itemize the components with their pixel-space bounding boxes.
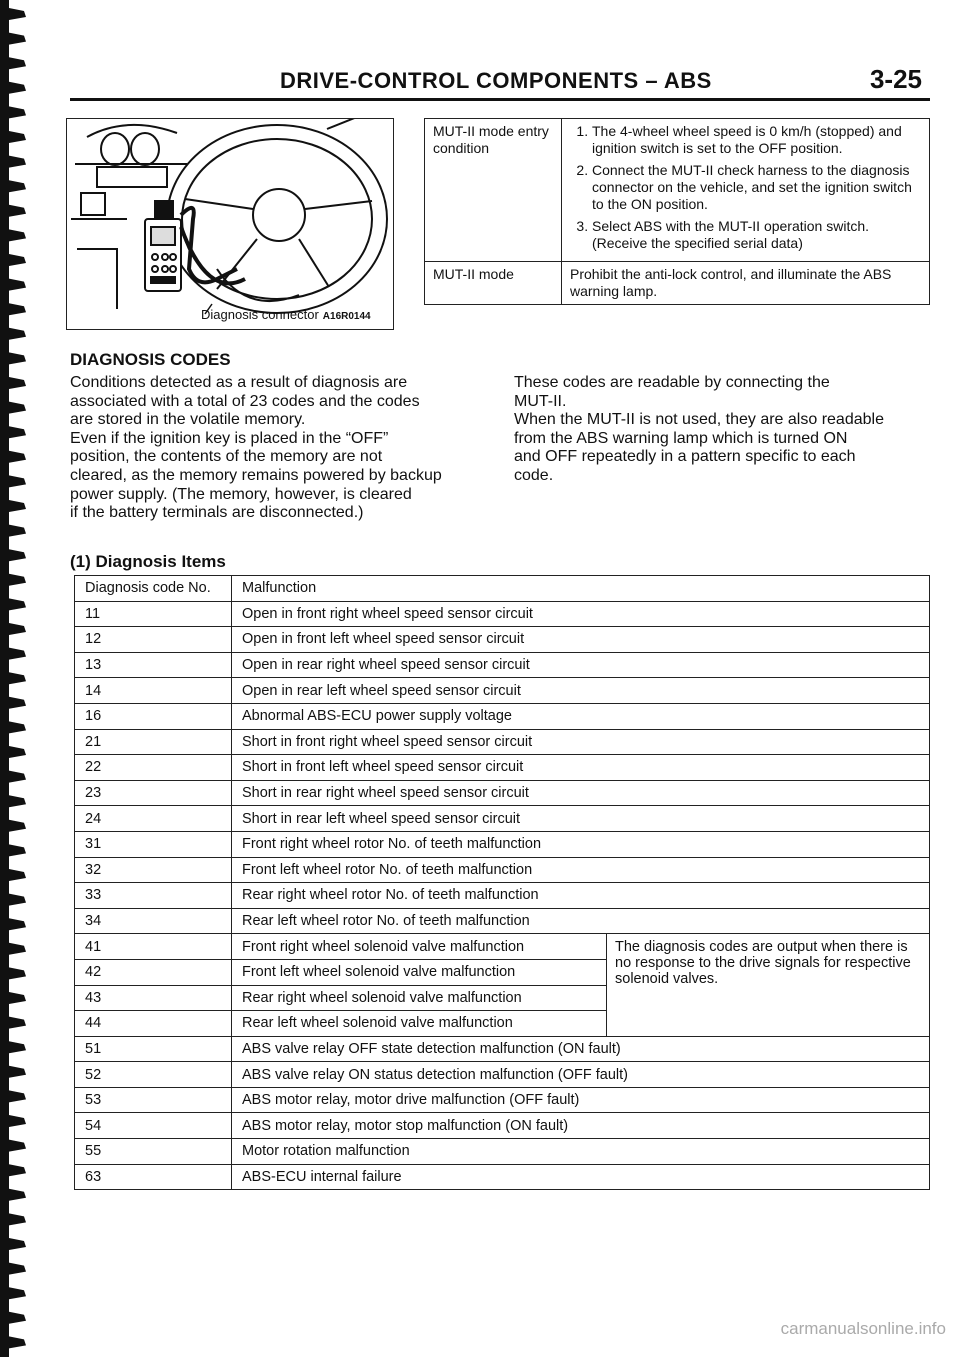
diagnosis-code: 33 <box>75 883 232 909</box>
paragraph-line: Conditions detected as a result of diagnosis are <box>70 374 408 391</box>
left-paragraph <box>70 374 480 523</box>
column-header-malfunction: Malfunction <box>232 576 930 602</box>
mode-description: Prohibit the anti-lock control, and illuminate the ABS warning lamp. <box>562 262 930 305</box>
table-row <box>75 831 930 857</box>
malfunction-text: Short in rear left wheel speed sensor circuit <box>232 806 930 832</box>
table-row <box>75 1036 930 1062</box>
diagnosis-codes-table <box>74 575 930 1190</box>
malfunction-text: Short in front left wheel speed sensor circuit <box>232 755 930 781</box>
table-row <box>75 1087 930 1113</box>
diagnosis-code: 54 <box>75 1113 232 1139</box>
malfunction-text: ABS-ECU internal failure <box>232 1164 930 1190</box>
list-item: 2. Connect the MUT-II check harness to the diagnosis connector on the vehicle, and set the ignition switch to the ON position. <box>592 162 921 213</box>
paragraph-line: and OFF repeatedly in a pattern specific to each <box>514 448 856 466</box>
diagnosis-connector-illustration <box>66 118 394 330</box>
table-row <box>75 755 930 781</box>
malfunction-text: Open in rear left wheel speed sensor circuit <box>232 678 930 704</box>
list-item: 3. Select ABS with the MUT-II operation switch. (Receive the specified serial data) <box>592 218 921 252</box>
table-row <box>75 883 930 909</box>
table-row <box>75 806 930 832</box>
malfunction-text: ABS motor relay, motor stop malfunction (ON fault) <box>232 1113 930 1139</box>
list-item: 1. The 4-wheel wheel speed is 0 km/h (stopped) and ignition switch is set to the OFF position. <box>592 123 921 157</box>
paragraph-line: MUT-II. <box>514 392 567 410</box>
table-row <box>75 601 930 627</box>
diagnosis-code: 12 <box>75 627 232 653</box>
watermark: carmanualsonline.info <box>780 1319 946 1338</box>
diagnosis-code: 13 <box>75 652 232 678</box>
diagnosis-code: 32 <box>75 857 232 883</box>
solenoid-note: The diagnosis codes are output when there is no response to the drive signals for respective solenoid valves. <box>607 934 930 1036</box>
header-rule <box>70 98 930 101</box>
diagnosis-code: 43 <box>75 985 232 1011</box>
table-row <box>75 703 930 729</box>
table-row <box>425 262 930 305</box>
mode-conditions <box>562 119 930 262</box>
diagnosis-code: 63 <box>75 1164 232 1190</box>
table-row <box>75 652 930 678</box>
mode-label: MUT-II mode entry condition <box>425 119 562 262</box>
table-row <box>75 934 930 960</box>
column-header-code: Diagnosis code No. <box>75 576 232 602</box>
malfunction-text: Open in front left wheel speed sensor circuit <box>232 627 930 653</box>
malfunction-text: Open in rear right wheel speed sensor circuit <box>232 652 930 678</box>
table-row <box>75 678 930 704</box>
paragraph-line: Even if the ignition key is placed in the “OFF” <box>70 429 389 447</box>
page-number: 3-25 <box>869 64 922 94</box>
diagnosis-code: 41 <box>75 934 232 960</box>
table-row <box>75 1113 930 1139</box>
caption-text: Diagnosis connector <box>201 307 319 322</box>
diagnosis-code: 44 <box>75 1011 232 1037</box>
paragraph-line: associated with a total of 23 codes and the codes <box>70 392 420 410</box>
diagnosis-code: 52 <box>75 1062 232 1088</box>
malfunction-text: ABS motor relay, motor drive malfunction (OFF fault) <box>232 1087 930 1113</box>
figure-caption <box>201 307 371 322</box>
subsection-title: (1) Diagnosis Items <box>70 552 226 571</box>
malfunction-text: Rear right wheel rotor No. of teeth malfunction <box>232 883 930 909</box>
table-header-row <box>75 576 930 602</box>
mode-label: MUT-II mode <box>425 262 562 305</box>
malfunction-text: Rear left wheel rotor No. of teeth malfunction <box>232 908 930 934</box>
diagnosis-code: 42 <box>75 959 232 985</box>
dashboard-illustration <box>67 119 393 329</box>
table-row <box>75 729 930 755</box>
diagnosis-code: 23 <box>75 780 232 806</box>
diagnosis-code: 14 <box>75 678 232 704</box>
table-row <box>75 1062 930 1088</box>
malfunction-text: Short in rear right wheel speed sensor circuit <box>232 780 930 806</box>
diagnosis-code: 24 <box>75 806 232 832</box>
paragraph-line: When the MUT-II is not used, they are also readable <box>514 411 884 429</box>
diagnosis-code: 55 <box>75 1139 232 1165</box>
malfunction-text: Rear right wheel solenoid valve malfunction <box>232 985 607 1011</box>
malfunction-text: Open in front right wheel speed sensor circuit <box>232 601 930 627</box>
diagnosis-code: 22 <box>75 755 232 781</box>
table-row <box>425 119 930 262</box>
malfunction-text: Rear left wheel solenoid valve malfunction <box>232 1011 607 1037</box>
paragraph-line: position, the contents of the memory are not <box>70 448 383 466</box>
malfunction-text: ABS valve relay OFF state detection malfunction (ON fault) <box>232 1036 930 1062</box>
conditions-list <box>570 123 921 252</box>
mut-mode-table <box>424 118 930 305</box>
paragraph-line: power supply. (The memory, however, is cleared <box>70 485 412 503</box>
malfunction-text: Abnormal ABS-ECU power supply voltage <box>232 703 930 729</box>
malfunction-text: Front right wheel rotor No. of teeth malfunction <box>232 831 930 857</box>
malfunction-text: Front left wheel solenoid valve malfunction <box>232 959 607 985</box>
paragraph-line: code. <box>514 466 554 484</box>
section-title: DIAGNOSIS CODES <box>70 350 231 369</box>
paragraph-line: are stored in the volatile memory. <box>70 411 306 429</box>
diagnosis-code: 21 <box>75 729 232 755</box>
table-row <box>75 1164 930 1190</box>
paragraph-line: cleared, as the memory remains powered by backup <box>70 466 442 484</box>
diagnosis-code: 34 <box>75 908 232 934</box>
page-header <box>70 62 930 102</box>
malfunction-text: Motor rotation malfunction <box>232 1139 930 1165</box>
figure-code: A16R0144 <box>322 311 371 322</box>
diagnosis-code: 53 <box>75 1087 232 1113</box>
table-row <box>75 780 930 806</box>
diagnosis-code: 51 <box>75 1036 232 1062</box>
table-row <box>75 1139 930 1165</box>
table-row <box>75 908 930 934</box>
paragraph-line: These codes are readable by connecting the <box>514 374 830 391</box>
table-row <box>75 627 930 653</box>
paragraph-line: if the battery terminals are disconnected.) <box>70 504 364 522</box>
malfunction-text: Front left wheel rotor No. of teeth malfunction <box>232 857 930 883</box>
binding-edge <box>0 0 34 1357</box>
paragraph-line: from the ABS warning lamp which is turned ON <box>514 429 848 447</box>
diagnosis-code: 31 <box>75 831 232 857</box>
page-title: DRIVE-CONTROL COMPONENTS – ABS <box>280 68 712 93</box>
table-row <box>75 857 930 883</box>
diagnosis-code: 11 <box>75 601 232 627</box>
malfunction-text: Short in front right wheel speed sensor circuit <box>232 729 930 755</box>
right-paragraph <box>514 374 926 486</box>
diagnosis-code: 16 <box>75 703 232 729</box>
malfunction-text: Front right wheel solenoid valve malfunction <box>232 934 607 960</box>
malfunction-text: ABS valve relay ON status detection malfunction (OFF fault) <box>232 1062 930 1088</box>
